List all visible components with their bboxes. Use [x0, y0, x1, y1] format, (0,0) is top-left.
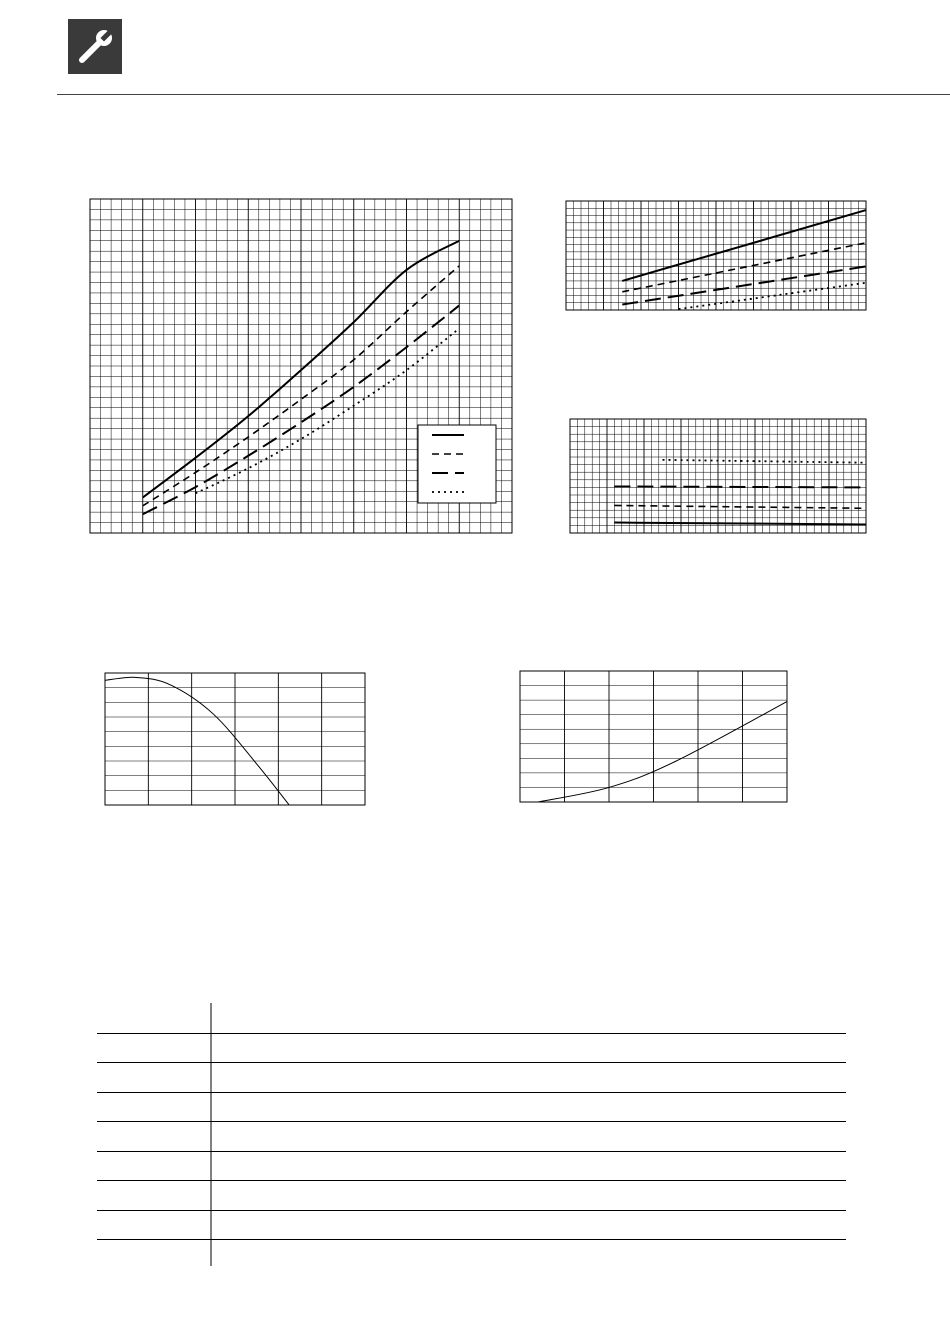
bottom-left-curve-chart: [102, 670, 368, 808]
series-line-thin: [538, 702, 787, 802]
chart-grid: [570, 419, 866, 533]
series-line-thin: [105, 677, 289, 805]
wrench-glyph: [68, 19, 122, 74]
series-line-solid: [614, 523, 866, 525]
chart-grid: [105, 673, 365, 805]
chart-grid: [566, 201, 866, 310]
series-line-dotted: [679, 283, 867, 309]
header-rule: [57, 94, 950, 95]
series-line-dotted: [663, 460, 867, 463]
top-right-line-chart: [562, 197, 870, 314]
chart-grid: [520, 671, 787, 802]
series-line-solid: [622, 210, 866, 281]
spec-table: [97, 1003, 846, 1266]
mid-right-line-chart: [566, 415, 870, 537]
series-line-longdash: [622, 266, 866, 304]
bottom-right-curve-chart: [517, 668, 790, 805]
chart-legend: [418, 425, 496, 503]
wrench-icon: [68, 19, 122, 74]
series-line-longdash: [614, 486, 866, 487]
main-line-chart: [86, 195, 516, 537]
